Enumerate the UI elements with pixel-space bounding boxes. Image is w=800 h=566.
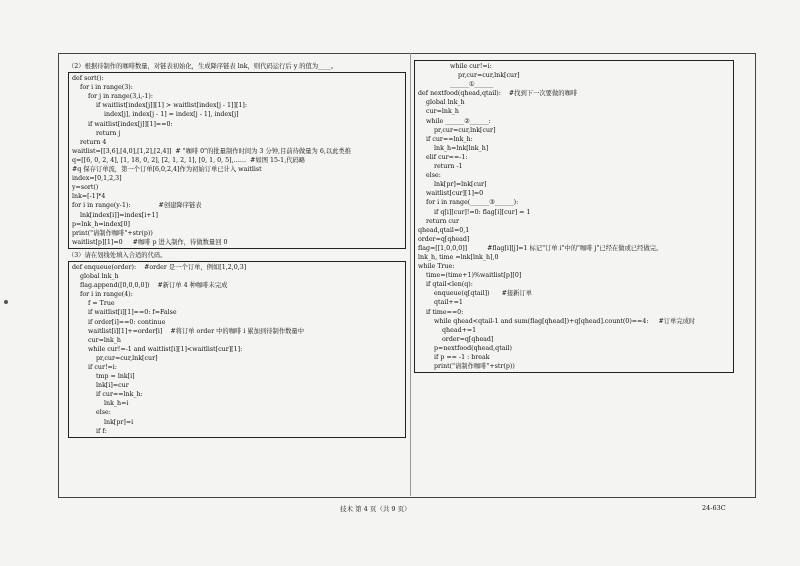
code-line: for i in range(y-1): #创建降序链表 <box>72 202 202 210</box>
code-line: p=lnk_h=index[0] <box>72 220 130 228</box>
code-line: qtail+=1 <box>418 299 463 307</box>
code-line: flag.append([0,0,0,0]) #新订单 4 种咖啡未完成 <box>72 282 228 290</box>
code-line: tmp = lnk[i] <box>72 373 135 381</box>
code-line: for i in range(______③______): <box>418 199 519 207</box>
code-line: pr,cur=cur,lnk[cur] <box>418 126 496 134</box>
code-line: for j in range(3,i,-1): <box>72 93 153 101</box>
scan-mark <box>4 300 8 304</box>
code-line: if cur!=i: <box>72 364 117 371</box>
code-box-sort <box>68 72 406 249</box>
code-line: return 4 <box>72 138 107 146</box>
code-line: for i in range(3): <box>72 84 133 92</box>
code-line: if order[i]==0: continue <box>72 318 166 326</box>
code-line: if waitlist[index[j]][1]==0: <box>72 120 173 128</box>
code-line: while cur!=i: <box>418 63 492 70</box>
code-line: if qtail<len(q): <box>418 281 473 289</box>
left-column <box>68 60 406 438</box>
code-line: waitlist[cur][1]=0 <box>418 190 484 198</box>
question-2-text: （2）根据待制作的咖啡数量，对链表初始化，生成降序链表 lnk，则代码运行后 y 的值为____。 <box>68 63 338 70</box>
page-footer <box>0 504 800 516</box>
code-line: y=sort() <box>72 184 99 192</box>
code-line: else: <box>418 172 441 180</box>
code-line: for i in range(4): <box>72 291 133 299</box>
code-line: print("请制作咖啡"+str(p)) <box>72 229 153 237</box>
code-line: while qhead<qtail-1 and sum(flag[qhead])+q[qhead].count(0)==4: #订单完成时 <box>418 317 696 325</box>
column-divider <box>410 53 411 496</box>
code-line: lnk[pr]=lnk[cur] <box>418 181 487 189</box>
code-line: if waitlist[i][1]==0: f=False <box>72 309 177 317</box>
code-line: else: <box>72 409 111 417</box>
code-line: p=nextfood(qhead,qtail) <box>418 344 512 352</box>
right-column <box>414 60 734 373</box>
code-line: if cur==lnk_h: <box>72 391 143 399</box>
code-line: if p == -1 : break <box>418 354 490 361</box>
code-line: index=[0,1,2,3] <box>72 175 122 183</box>
code-line: if waitlist[index[j]][1] > waitlist[index[j - 1]][1]: <box>72 102 248 110</box>
code-line: flag=[[1,0,0,0]] #flag[i][j]=1 标记"订单 i"中的"咖啡 j"已经在做或已经做完。 <box>418 244 663 252</box>
code-line: def sort(): <box>72 75 104 83</box>
code-line: while True: <box>418 263 455 271</box>
page-number: 技术 第 4 页（共 9 页） <box>340 505 411 513</box>
code-line: lnk[index[i]]=index[i+1] <box>72 211 158 219</box>
code-line: q=[[6, 0, 2, 4], [1, 18, 0, 2], [2, 1, 2, 1], [0, 1, 0, 5],…… #如图 15-1,代码略 <box>72 156 306 164</box>
code-line: lnk=[-1]*4 <box>72 193 106 201</box>
code-line: if time==0: <box>418 308 464 316</box>
code-line: cur=lnk_h <box>72 336 121 344</box>
code-line: print("请制作咖啡"+str(p)) <box>418 363 515 371</box>
exam-code: 24-63C <box>702 504 726 512</box>
code-line: if q[i][cur]!=0: flag[i][cur] = 1 <box>418 208 531 216</box>
code-line: time=(time+1)%waitlist[p][0] <box>418 272 522 280</box>
code-line: if f: <box>72 427 107 435</box>
code-line: def enqueue(order): #order 是一个订单，例如[1,2,0,3] <box>72 263 247 271</box>
code-line: while ______②______: <box>418 117 491 125</box>
code-line: return cur <box>418 217 459 225</box>
code-line: def nextfood(qhead,qtail): #找到下一次要做的咖啡 <box>418 90 578 98</box>
code-line: if cur==lnk_h: <box>418 135 473 143</box>
code-line: lnk_h=lnk[lnk_h] <box>418 144 489 152</box>
code-line: return -1 <box>418 163 463 171</box>
code-line: waitlist=[[3,6],[4,0],[1,2],[2,4]] # "咖啡 0"的批量制作时间为 3 分钟,目前待做量为 6,以此类推 <box>72 147 352 155</box>
code-line: enqueue(q[qtail]) #接新订单 <box>418 290 533 298</box>
code-line: lnk_h, time =lnk[lnk_h],0 <box>418 253 499 261</box>
code-line: waitlist[i][1]+=order[i] #将订单 order 中的咖啡 i 累加到待制作数量中 <box>72 327 305 335</box>
code-line: qhead+=1 <box>418 326 477 334</box>
code-line: lnk_h=i <box>72 400 129 408</box>
code-line: lnk[pr]=i <box>72 418 134 426</box>
question-3-text: （3）请在划线处填入合适的代码。 <box>68 251 167 259</box>
code-line: pr,cur=cur,lnk[cur] <box>72 354 158 362</box>
code-line: waitlist[p][1]=0 #咖啡 p 进入制作，待做数量回 0 <box>72 238 228 246</box>
code-line: cur=lnk_h <box>418 108 459 116</box>
code-line: while cur!=-1 and waitlist[i][1]<waitlist[cur][1]: <box>72 345 243 353</box>
code-box-nextfood <box>414 60 734 373</box>
code-line: global lnk_h <box>72 273 119 281</box>
code-line: index[j], index[j - 1] = index[j - 1], index[j] <box>72 111 239 119</box>
code-box-enqueue <box>68 261 406 438</box>
code-line: elif cur==-1: <box>418 153 468 161</box>
code-line: order=q[qhead] <box>418 235 470 243</box>
code-line: order=q[qhead] <box>418 335 494 343</box>
code-line: return j <box>72 129 121 137</box>
code-line: #q 保存订单流，第一个订单[6,0,2,4]作为初始订单已计入 waitlist <box>72 166 262 174</box>
code-line: global lnk_h <box>418 99 465 107</box>
code-line: qhead,qtail=0,1 <box>418 226 470 234</box>
code-line: lnk[i]=cur <box>72 382 129 390</box>
code-line: pr,cur=cur,lnk[cur] <box>418 72 520 80</box>
code-line: f = True <box>72 300 115 308</box>
code-line: ______①______ <box>418 81 494 89</box>
